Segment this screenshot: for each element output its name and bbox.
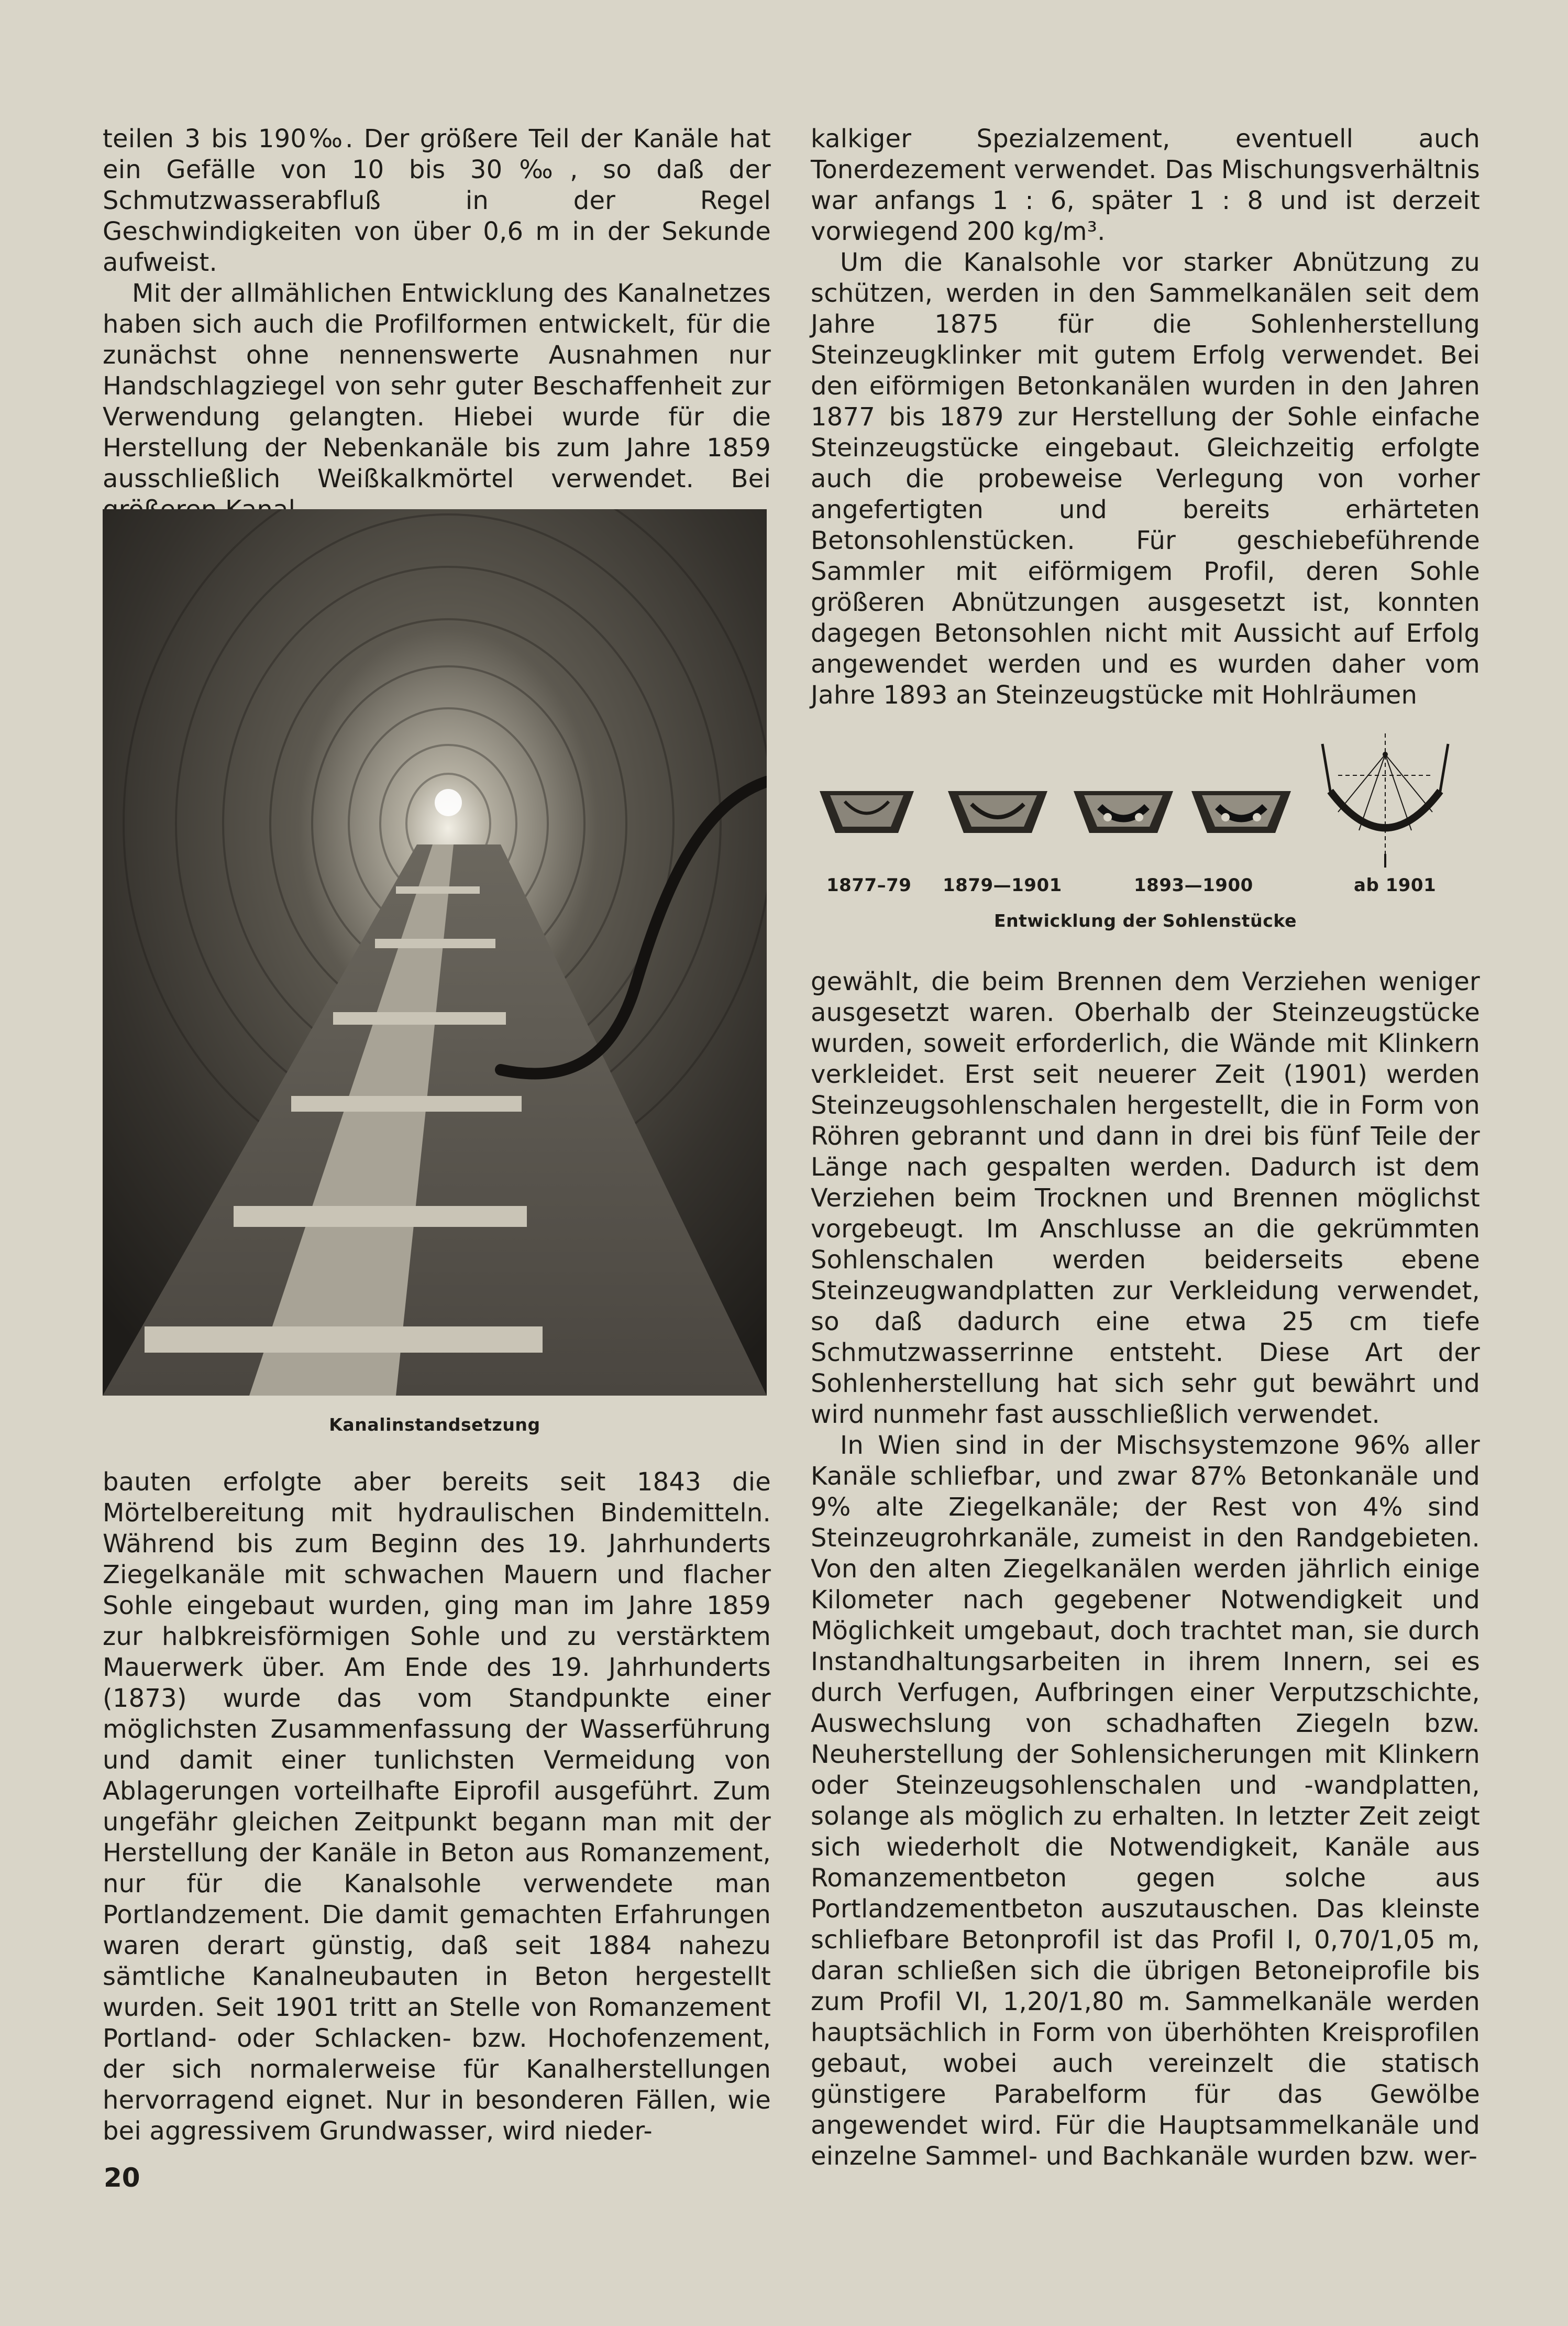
diagram-label-1893: 1893—1900 xyxy=(1134,875,1253,896)
left-column-top-text xyxy=(103,124,771,525)
paragraph: Mit der allmählichen Entwicklung des Kanalnetzes haben sich auch die Profilformen entwickelt, für die zunächst ohne nennenswerte Ausnahmen nur Handschlagziegel von sehr guter Beschaffenheit zur Verwendung gelangten. Hiebei wurde für die Herstellung der Nebenkanäle bis zum Jahre 1859 ausschließlich Weißkalkmörtel verwendet. Bei xyxy=(103,279,771,493)
diagram-caption: Entwicklung der Sohlenstücke xyxy=(993,910,1297,931)
sewer-tunnel-photo xyxy=(103,509,767,1396)
tunnel-illustration xyxy=(103,509,767,1396)
paragraph: teilen 3 bis 190‰. Der größere Teil der Kanäle hat ein Gefälle von 10 bis 30‰, so daß der Schmutzwasserabfluß in der Regel Geschwindigkeiten von über 0,6 m in der Sekunde aufweist. xyxy=(103,124,771,277)
page-number: 20 xyxy=(104,2163,140,2193)
sohlenstueck-1877-figure xyxy=(820,791,914,833)
sohlenstueck-1893-figures xyxy=(1074,791,1291,833)
paragraph: bauten erfolgte aber bereits seit 1843 die Mörtelbereitung mit hydraulischen Bindemitteln. Während bis zum Beginn des 19. Jahrhunderts Ziegelkanäle mit schwachen Mauern und flacher Sohle eingebaut wurden, ging man im Jahre 1859 zur halbkreisförmigen Sohle und zu verstärktem Mauerwerk über. Am Ende des 19. Jahrhunderts (1873) wurde das vom Standpunkte einer möglichsten Zusammenfassung der Wasserführung und damit einer tunlichsten Vermeidung von Ablagerungen vorteilhafte Eiprofil ausgeführt. Zum ungefähr gleichen Zeitpunkt begann man mit der Herstellung der Kanäle in Beton aus Romanzement, nur für die Kanalsohle verwendete man Portlandzement. Die damit gemachten Erfahrungen waren derart günstig, daß seit 1884 nahezu sämtliche Kanalneubauten in Beton hergestellt wurden. Seit 1901 tritt an Stelle von Romanzement Portland- oder Schlacken- bzw. Hochofenzement, der sich normalerweise für Kanalherstellungen hervorragend eignet. Nur in besonderen Fällen, wie bei aggressivem Grundwasser, wird nieder- xyxy=(103,1467,771,2146)
right-column-bottom-text xyxy=(811,967,1480,2172)
diagram-label-1879: 1879—1901 xyxy=(943,875,1062,896)
sohlenstueck-1879-figure xyxy=(948,791,1047,833)
right-column-top-text xyxy=(811,124,1480,711)
diagram-label-1877: 1877–79 xyxy=(826,875,912,896)
sohlenstueck-1901-figure xyxy=(1322,733,1448,868)
paragraph: Um die Kanalsohle vor starker Abnützung zu schützen, werden in den Sammelkanälen seit dem Jahre 1875 für die Sohlenherstellung Steinzeugklinker mit gutem Erfolg verwendet. Bei den eiförmigen Betonkanälen wurden in den Jahren 1877 bis 1879 zur Herstellung der Sohle einfache Steinzeugstücke eingebaut. Gleichzeitig erfolgte auch die probeweise Verlegung von vorher angefertigten und bereits erhärteten Betonsohlenstücken. Für geschiebeführende Sammler mit eiförmigem Profil, deren Sohle größeren Abnützungen ausgesetzt ist, konnten dagegen Betonsohlen nicht mit Aussicht auf Erfolg angewendet werden und es wurden daher vom Jahre 1893 an Steinzeugstücke mit Hohlräumen xyxy=(811,248,1480,710)
photo-caption: Kanalinstandsetzung xyxy=(329,1414,540,1435)
sohlenstuecke-diagram xyxy=(814,733,1474,870)
left-column-bottom-text xyxy=(103,1467,771,2147)
paragraph: In Wien sind in der Mischsystemzone 96% aller Kanäle schliefbar, und zwar 87% Betonkanäle und 9% alte Ziegelkanäle; der Rest von 4% sind Steinzeugrohrkanäle, zumeist in den Randgebieten. Von den alten Ziegelkanälen werden jährlich einige Kilometer nach gegebener Notwendigkeit und Möglichkeit umgebaut, doch trachtet man, sie durch Instandhaltungsarbeiten in ihrem Innern, sei es durch Verfugen, Aufbringen einer Verputzschichte, Auswechslung von schadhaften Ziegeln bzw. Neuherstellung der Sohlensicherungen mit Klinkern oder Steinzeugsohlenschalen und -wandplatten, solange als möglich zu erhalten. In letzter Zeit zeigt sich wiederholt die Notwendigkeit, Kanäle aus Romanzementbeton gegen solche aus Portlandzementbeton auszutauschen. Das kleinste schliefbare Betonprofil ist das Profil I, 0,70/1,05 m, daran schließen sich die übrigen Betoneiprofile bis zum Profil VI, 1,20/1,80 m. Sammelkanäle werden hauptsächlich in Form von überhöhten Kreisprofilen gebaut, wobei auch vereinzelt die statisch günstigere Parabelform für das Gewölbe angewendet wird. Für die Hauptsammelkanäle und einzelne Sammel- und Bachkanäle wurden bzw. wer- xyxy=(811,1431,1480,2171)
paragraph: gewählt, die beim Brennen dem Verziehen weniger ausgesetzt waren. Oberhalb der Steinzeugstücke wurden, soweit erforderlich, die Wände mit Klinkern verkleidet. Erst seit neuerer Zeit (1901) werden Steinzeugsohlenschalen hergestellt, die in Form von Röhren gebrannt und dann in drei bis fünf Teile der Länge nach gespalten werden. Dadurch ist dem Verziehen beim Trocknen und Brennen möglichst vorgebeugt. Im Anschlusse an die gekrümmten Sohlenschalen werden beiderseits ebene Steinzeugwandplatten zur Verkleidung verwendet, so daß dadurch eine etwa 25 cm tiefe Schmutzwasserrinne entsteht. Diese Art der Sohlenherstellung hat sich sehr gut bewährt und wird nunmehr fast ausschließlich verwendet. xyxy=(811,967,1480,1429)
diagram-label-1901: ab 1901 xyxy=(1354,875,1437,896)
paragraph: kalkiger Spezialzement, eventuell auch Tonerdezement verwendet. Das Mischungsverhältnis war anfangs 1 : 6, später 1 : 8 und ist derzeit vorwiegend 200 kg/m³. xyxy=(811,124,1480,246)
